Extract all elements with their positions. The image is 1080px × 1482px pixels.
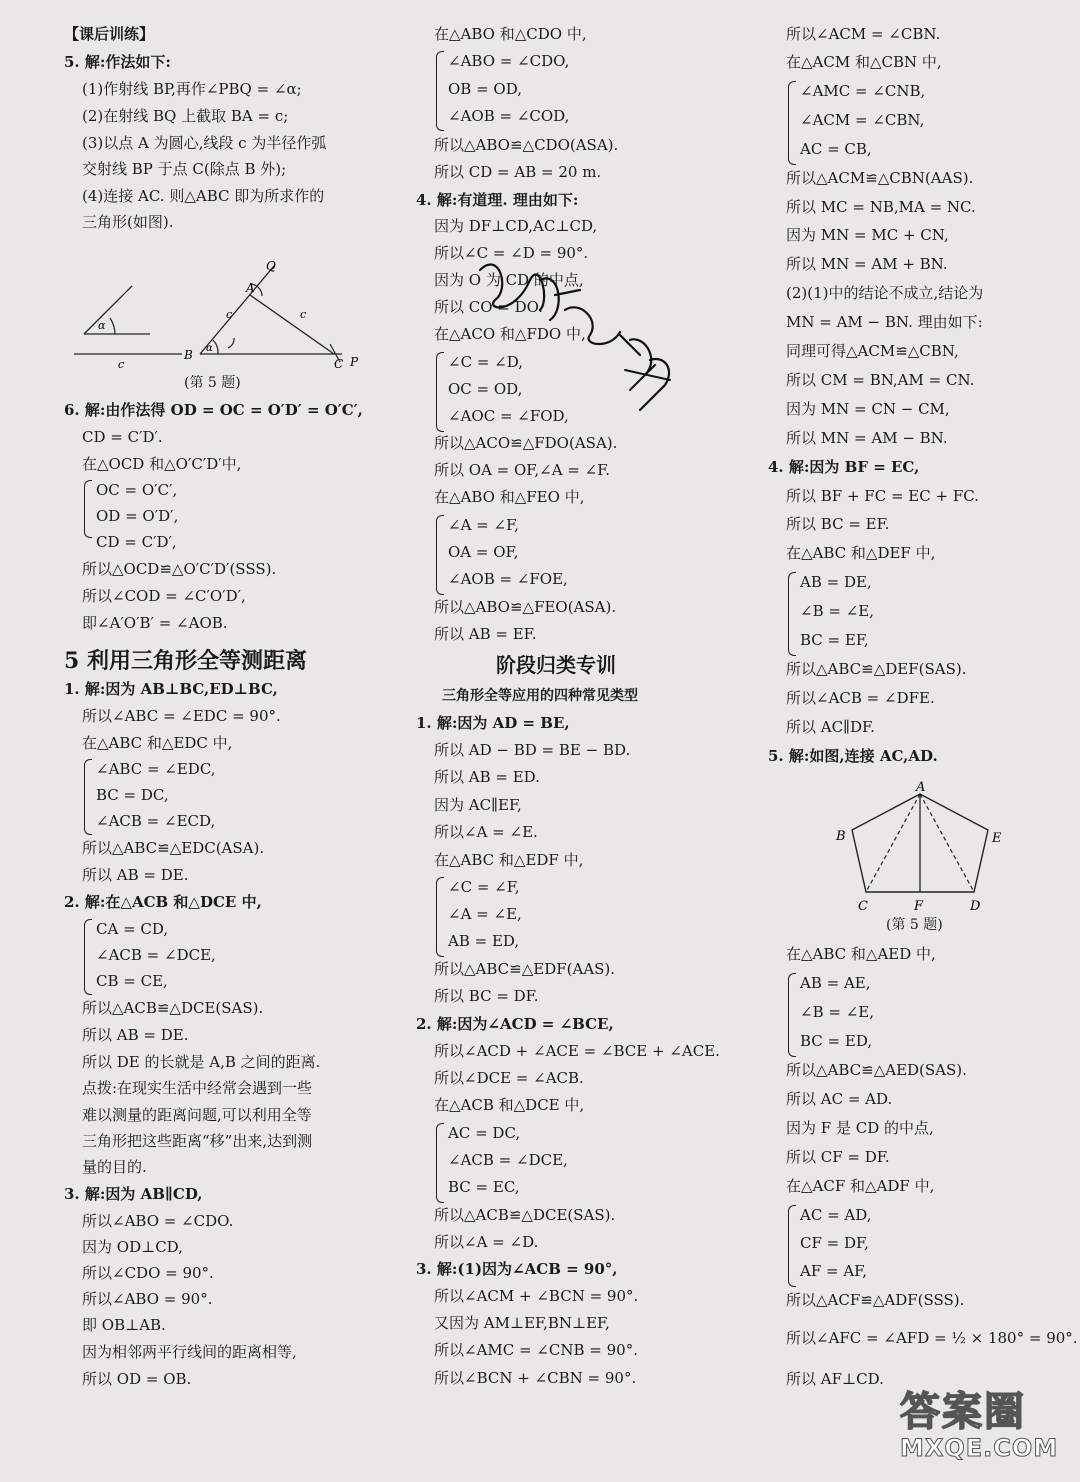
col2-line: OC = OD,	[448, 380, 523, 398]
system-brace	[84, 919, 92, 995]
system-brace	[436, 51, 444, 131]
col3-line: (第 5 题)	[886, 917, 943, 933]
col1-line: (3)以点 A 为圆心,线段 c 为半径作弧	[82, 134, 327, 152]
col2-line: ∠C = ∠F,	[448, 878, 520, 896]
col1-line: ∠ABC = ∠EDC,	[96, 760, 216, 778]
col3-line: 所以 MN = AM − BN.	[786, 429, 948, 447]
point-b-label: B	[184, 348, 193, 362]
col1-line: 即∠A′O′B′ = ∠AOB.	[82, 614, 228, 632]
col1-line: (第 5 题)	[184, 375, 241, 391]
col3-line: AC = AD,	[800, 1206, 872, 1224]
col2-line: 所以 AB = ED.	[434, 768, 540, 786]
col3-line: ∠B = ∠E,	[800, 602, 874, 620]
col1-line: (2)在射线 BQ 上截取 BA = c;	[82, 107, 289, 125]
col3-line: 所以△ABC≌△DEF(SAS).	[786, 660, 967, 678]
col1-line: 在△ABC 和△EDC 中,	[82, 734, 233, 752]
col2-line: 因为 O 为 CD 的中点,	[434, 271, 584, 289]
col3-line: 所以△ACM≌△CBN(AAS).	[786, 169, 974, 187]
col2-line: 所以△ABO≌△FEO(ASA).	[434, 598, 617, 616]
col1-line: 三角形(如图).	[82, 213, 174, 231]
system-brace	[436, 352, 444, 432]
col1-line: 在△OCD 和△O′C′D′中,	[82, 455, 242, 473]
watermark-logo	[900, 1390, 1058, 1462]
col1-line: OD = O′D′,	[96, 507, 179, 525]
col1-line: 因为相邻两平行线间的距离相等,	[82, 1343, 297, 1361]
col1-line: 所以∠ABO = ∠CDO.	[82, 1212, 234, 1230]
pentagon-d-label: D	[970, 899, 981, 914]
point-a-label: A	[246, 281, 255, 295]
col1-line: 所以∠ABO = 90°.	[82, 1290, 213, 1308]
col2-line: 所以∠A = ∠E.	[434, 823, 538, 841]
col2-line: 所以△ABC≌△EDF(AAS).	[434, 960, 616, 978]
col1-line: 即 OB⊥AB.	[82, 1316, 166, 1334]
system-brace	[788, 572, 796, 656]
col2-line: ∠ABO = ∠CDO,	[448, 52, 570, 70]
col3-line: 所以 MN = AM + BN.	[786, 255, 948, 273]
col3-line: (2)(1)中的结论不成立,结论为	[786, 284, 984, 302]
system-brace	[84, 759, 92, 835]
col2-line: ∠C = ∠D,	[448, 353, 523, 371]
col3-line: 所以 BF + FC = EC + FC.	[786, 487, 979, 505]
point-p-label: P	[350, 355, 359, 369]
col2-line: 在△ABC 和△EDF 中,	[434, 851, 584, 869]
col3-line: AB = DE,	[800, 573, 872, 591]
col3-line: AB = AE,	[800, 974, 871, 992]
col2-line: 4. 解:有道理. 理由如下:	[416, 191, 579, 209]
col2-line: OB = OD,	[448, 80, 522, 98]
col3-line: 在△ABC 和△DEF 中,	[786, 544, 936, 562]
col2-line: 所以 OA = OF,∠A = ∠F.	[434, 461, 611, 479]
col2-line: 因为 DF⊥CD,AC⊥CD,	[434, 217, 598, 235]
watermark-cn: 答案圈	[900, 1389, 1026, 1435]
col3-line: 因为 MN = MC + CN,	[786, 226, 949, 244]
col1-line: 5 利用三角形全等测距离	[64, 648, 307, 674]
col2-line: ∠A = ∠E,	[448, 905, 522, 923]
system-brace	[436, 877, 444, 957]
col2-line: 阶段归类专训	[496, 653, 616, 677]
col2-line: 所以 CD = AB = 20 m.	[434, 163, 602, 181]
col3-line: 所以∠ACM = ∠CBN.	[786, 25, 941, 43]
col2-line: ∠AOB = ∠COD,	[448, 107, 570, 125]
col2-line: 3. 解:(1)因为∠ACB = 90°,	[416, 1260, 618, 1278]
system-brace	[84, 480, 92, 538]
col2-line: 所以△ACB≌△DCE(SAS).	[434, 1206, 616, 1224]
watermark-en: MXQE.COM	[900, 1434, 1059, 1462]
col2-line: 所以∠DCE = ∠ACB.	[434, 1069, 584, 1087]
col1-line: 三角形把这些距离“移”出来,达到测	[82, 1132, 313, 1150]
col1-line: 所以△OCD≌△O′C′D′(SSS).	[82, 560, 277, 578]
col2-line: ∠ACB = ∠DCE,	[448, 1151, 568, 1169]
col2-line: 2. 解:因为∠ACD = ∠BCE,	[416, 1015, 614, 1033]
col3-line: ∠AMC = ∠CNB,	[800, 82, 926, 100]
col3-line: 所以∠AFC = ∠AFD = ½ × 180° = 90°.	[786, 1329, 1078, 1347]
col3-line: AC = CB,	[800, 140, 872, 158]
col1-line: CB = CE,	[96, 972, 168, 990]
col1-line: ∠ACB = ∠ECD,	[96, 812, 216, 830]
col2-line: 所以∠ACM + ∠BCN = 90°.	[434, 1287, 639, 1305]
col1-line: 量的目的.	[82, 1158, 147, 1176]
col2-line: 1. 解:因为 AD = BE,	[416, 714, 570, 732]
col1-line: (1)作射线 BP,再作∠PBQ = ∠α;	[82, 80, 302, 98]
pentagon-b-label: B	[836, 829, 846, 844]
system-brace	[436, 1123, 444, 1203]
col1-line: 【课后训练】	[64, 25, 155, 43]
col2-line: 所以 AB = EF.	[434, 625, 537, 643]
col3-line: 在△ABC 和△AED 中,	[786, 945, 936, 963]
col3-line: 因为 MN = CN − CM,	[786, 400, 950, 418]
system-brace	[788, 1205, 796, 1287]
col3-line: 所以 BC = EF.	[786, 515, 890, 533]
col1-line: 点拨:在现实生活中经常会遇到一些	[82, 1079, 313, 1097]
col1-line: BC = DC,	[96, 786, 169, 804]
col1-line: 所以 DE 的长就是 A,B 之间的距离.	[82, 1053, 321, 1071]
col3-line: 所以 AC = AD.	[786, 1090, 893, 1108]
col1-line: 2. 解:在△ACB 和△DCE 中,	[64, 893, 262, 911]
col2-line: AC = DC,	[448, 1124, 521, 1142]
alpha-label-2: α	[206, 343, 213, 354]
system-brace	[788, 81, 796, 165]
col3-line: 因为 F 是 CD 的中点,	[786, 1119, 934, 1137]
col2-line: 在△ACO 和△FDO 中,	[434, 325, 586, 343]
figure-pentagon	[830, 780, 1020, 920]
col2-line: 所以∠A = ∠D.	[434, 1233, 539, 1251]
col3-line: 所以 MC = NB,MA = NC.	[786, 198, 976, 216]
col2-line: 所以∠AMC = ∠CNB = 90°.	[434, 1341, 638, 1359]
col1-line: ∠ACB = ∠DCE,	[96, 946, 216, 964]
col2-line: 所以 BC = DF.	[434, 987, 539, 1005]
col1-line: 3. 解:因为 AB∥CD,	[64, 1185, 203, 1203]
col2-line: ∠AOC = ∠FOD,	[448, 407, 569, 425]
handwritten-scribble	[470, 240, 690, 420]
col3-line: 在△ACM 和△CBN 中,	[786, 53, 942, 71]
col3-line: 所以 AC∥DF.	[786, 718, 875, 736]
col3-line: 所以 AF⊥CD.	[786, 1370, 884, 1388]
col2-line: 因为 AC∥EF,	[434, 796, 522, 814]
col2-line: ∠A = ∠F,	[448, 516, 519, 534]
col1-line: 所以 AB = DE.	[82, 866, 189, 884]
col3-line: 所以△ACF≌△ADF(SSS).	[786, 1291, 965, 1309]
col2-line: AB = ED,	[448, 932, 520, 950]
col1-line: 所以∠CDO = 90°.	[82, 1264, 214, 1282]
col2-line: 在△ACB 和△DCE 中,	[434, 1096, 585, 1114]
segment-c-label: c	[118, 358, 125, 371]
col1-line: 所以 OD = OB.	[82, 1370, 192, 1388]
col2-line: 所以△ACO≌△FDO(ASA).	[434, 434, 618, 452]
col3-line: 所以△ABC≌△AED(SAS).	[786, 1061, 967, 1079]
col3-line: AF = AF,	[800, 1262, 868, 1280]
col1-line: CD = C′D′.	[82, 428, 163, 446]
col1-line: 所以△ACB≌△DCE(SAS).	[82, 999, 264, 1017]
col3-line: 4. 解:因为 BF = EC,	[768, 458, 920, 476]
col1-line: 6. 解:由作法得 OD = OC = O′D′ = O′C′,	[64, 401, 363, 419]
col2-line: BC = EC,	[448, 1178, 520, 1196]
col2-line: 又因为 AM⊥EF,BN⊥EF,	[434, 1314, 610, 1332]
col2-line: 所以∠ACD + ∠ACE = ∠BCE + ∠ACE.	[434, 1042, 720, 1060]
col2-line: 三角形全等应用的四种常见类型	[442, 688, 638, 704]
pentagon-c-label: C	[858, 899, 868, 914]
col1-line: 所以△ABC≌△EDC(ASA).	[82, 839, 265, 857]
side-c-label-2: c	[300, 308, 307, 321]
col2-line: 所以△ABO≌△CDO(ASA).	[434, 136, 619, 154]
col3-line: ∠ACM = ∠CBN,	[800, 111, 925, 129]
col1-line: (4)连接 AC. 则△ABC 即为所求作的	[82, 187, 325, 205]
col2-line: 所以∠BCN + ∠CBN = 90°.	[434, 1369, 637, 1387]
col1-line: 因为 OD⊥CD,	[82, 1238, 183, 1256]
col3-line: 所以 CM = BN,AM = CN.	[786, 371, 975, 389]
col3-line: 在△ACF 和△ADF 中,	[786, 1177, 935, 1195]
col3-line: MN = AM − BN. 理由如下:	[786, 313, 983, 331]
col3-line: 5. 解:如图,连接 AC,AD.	[768, 747, 938, 765]
col1-line: 所以∠COD = ∠C′O′D′,	[82, 587, 246, 605]
col3-line: CF = DF,	[800, 1234, 869, 1252]
col3-line: BC = ED,	[800, 1032, 873, 1050]
col3-line: 同理可得△ACM≌△CBN,	[786, 342, 959, 360]
col2-line: 所以 CO = DO.	[434, 298, 543, 316]
col2-line: 在△ABO 和△FEO 中,	[434, 488, 585, 506]
col3-line: 所以 CF = DF.	[786, 1148, 890, 1166]
system-brace	[436, 515, 444, 595]
col1-line: 交射线 BP 于点 C(除点 B 外);	[82, 160, 287, 178]
col1-line: CA = CD,	[96, 920, 169, 938]
col3-line: BC = EF,	[800, 631, 869, 649]
system-brace	[788, 973, 796, 1057]
point-q-label: Q	[266, 259, 276, 273]
alpha-label: α	[98, 319, 106, 332]
col1-line: CD = C′D′,	[96, 533, 177, 551]
col1-line: 1. 解:因为 AB⊥BC,ED⊥BC,	[64, 680, 278, 698]
col2-line: 所以∠C = ∠D = 90°.	[434, 244, 589, 262]
col1-line: OC = O′C′,	[96, 481, 178, 499]
col2-line: OA = OF,	[448, 543, 519, 561]
col2-line: 在△ABO 和△CDO 中,	[434, 25, 587, 43]
pentagon-e-label: E	[992, 831, 1002, 846]
pentagon-a-label: A	[916, 780, 926, 795]
pentagon-f-label: F	[914, 899, 924, 914]
col1-line: 难以测量的距离问题,可以利用全等	[82, 1106, 312, 1124]
point-c-label: C	[334, 357, 344, 371]
figure-triangle-construction	[70, 258, 370, 378]
col1-line: 所以∠ABC = ∠EDC = 90°.	[82, 707, 281, 725]
col2-line: ∠AOB = ∠FOE,	[448, 570, 568, 588]
col3-line: 所以∠ACB = ∠DFE.	[786, 689, 935, 707]
col1-line: 5. 解:作法如下:	[64, 53, 171, 71]
col3-line: ∠B = ∠E,	[800, 1003, 874, 1021]
col2-line: 所以 AD − BD = BE − BD.	[434, 741, 631, 759]
col1-line: 所以 AB = DE.	[82, 1026, 189, 1044]
side-c-label: c	[226, 308, 233, 321]
